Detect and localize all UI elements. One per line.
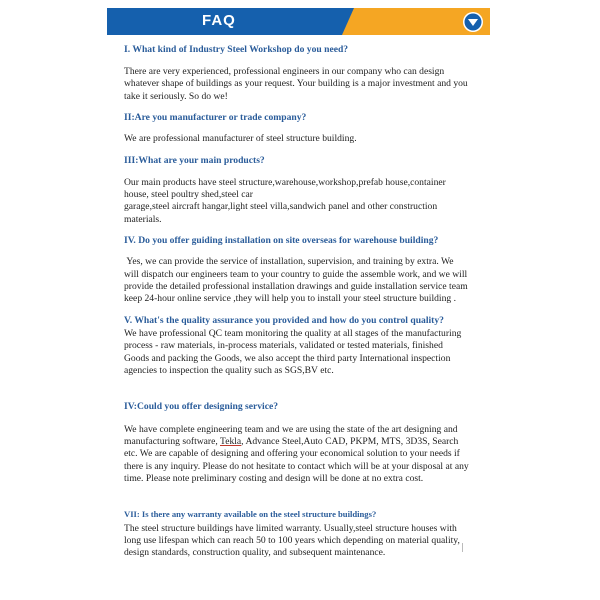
- divider-mark: [462, 543, 463, 552]
- faq-answer-2: We are professional manufacturer of steel structure building.: [124, 133, 357, 145]
- faq-answer-3-line-1: Our main products have steel structure,warehouse,workshop,prefab house,container house, steel poultry shed,steel car: [124, 176, 446, 201]
- faq-question-1: I. What kind of Industry Steel Workshop do you need?: [124, 44, 349, 55]
- faq-answer-1: There are very experienced, professional engineers in our company who can design whatever shape of buildings as your request. Your building is a major investment and you take it seriously. So do we!: [124, 66, 468, 102]
- faq-question-7: VII: Is there any warranty available on the steel structure buildings?: [124, 508, 377, 519]
- expand-button[interactable]: [462, 11, 484, 33]
- faq-title: FAQ: [202, 12, 236, 29]
- faq-answer-6-text-start: We have complete engineering team and we are using the state of the art designing and manufacturing software,: [124, 423, 458, 447]
- faq-answer-7: The steel structure buildings have limited warranty. Usually,steel structure houses with long use lifespan which can reach 50 to 100 years which depending on material quality, design standards, construction quality, and subsequent maintenance.: [124, 522, 460, 559]
- faq-answer-3-line-2: garage,steel aircraft hangar,light steel villa,sandwich panel and other construction materials.: [124, 201, 438, 225]
- faq-header-bar: [107, 8, 490, 35]
- faq-answer-6: [124, 424, 469, 486]
- chevron-down-circle-icon: [462, 11, 484, 33]
- faq-answer-4: Yes, we can provide the service of installation, supervision, and training by extra. We will dispatch our engineers team to your country to guide the assemble work, and we will provide the detailed professional installation drawings and guide installation service team keep 24-hour online service ,they will help you to install your steel structure building .: [124, 256, 471, 305]
- faq-answer-5: We have professional QC team monitoring the quality at all stages of the manufacturing process - raw materials, in-process materials, validated or tested materials, finished Goods and packing the Goods, we also accept the third party International inspection agencies to inspection the quality such as SGS,BV etc.: [124, 327, 462, 377]
- faq-question-4: IV. Do you offer guiding installation on site overseas for warehouse building?: [124, 235, 439, 247]
- header-banner-shape: [107, 8, 490, 35]
- faq-question-3: III:What are your main products?: [124, 154, 265, 166]
- faq-answer-6-text-end: , Advance Steel,Auto CAD, PKPM, MTS, 3D3S, Search etc. We are capable of designing and offering your economical solution to your needs if there is any inquiry. Please do not hesitate to contact which will be at your disposal at any time. Please note preliminary costing and design will be done at no extra cost.: [124, 435, 469, 485]
- faq-content: [124, 44, 469, 560]
- faq-question-6: IV:Could you offer designing service?: [124, 400, 279, 412]
- faq-question-5: V. What's the quality assurance you provided and how do you control quality?: [124, 314, 444, 326]
- tekla-link: Tekla: [220, 435, 242, 447]
- faq-question-2: II:Are you manufacturer or trade company?: [124, 112, 307, 124]
